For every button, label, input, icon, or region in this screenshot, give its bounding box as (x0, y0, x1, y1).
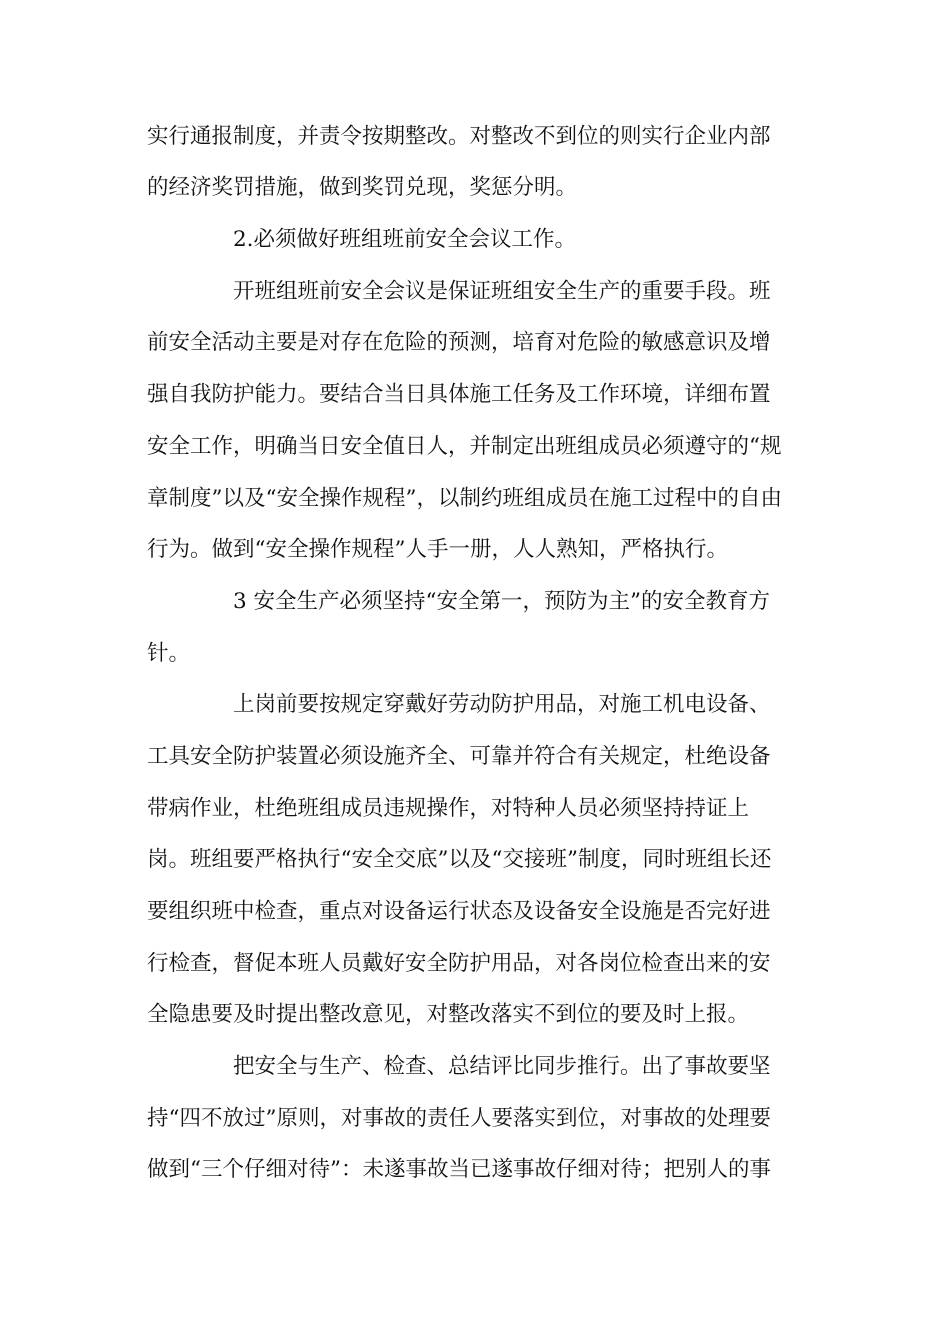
text-line: 针。 (147, 641, 191, 666)
text-line: 行检查，督促本班人员戴好安全防护用品，对各岗位检查出来的安 (147, 951, 771, 976)
section-heading: 3 安全生产必须坚持“安全第一，预防为主”的安全教育方 (233, 589, 770, 614)
text-line: 前安全活动主要是对存在危险的预测，培育对危险的敏感意识及增 (147, 330, 771, 355)
text-line: 章制度”以及“安全操作规程”，以制约班组成员在施工过程中的自由 (147, 486, 782, 511)
text-line: 实行通报制度，并责令按期整改。对整改不到位的则实行企业内部 (147, 124, 771, 149)
text-line: 岗。班组要严格执行“安全交底”以及“交接班”制度，同时班组长还 (147, 847, 772, 872)
text-line: 带病作业，杜绝班组成员违规操作，对特种人员必须坚持持证上 (147, 796, 750, 821)
paragraph-start: 上岗前要按规定穿戴好劳动防护用品，对施工机电设备、 (233, 692, 771, 717)
text-line: 强自我防护能力。要结合当日具体施工任务及工作环境，详细布置 (147, 382, 771, 407)
section-heading: 2.必须做好班组班前安全会议工作。 (233, 227, 577, 252)
paragraph-start: 开班组班前安全会议是保证班组安全生产的重要手段。班 (233, 279, 771, 304)
text-line: 全隐患要及时提出整改意见，对整改落实不到位的要及时上报。 (147, 1002, 750, 1027)
text-line: 的经济奖罚措施，做到奖罚兑现，奖惩分明。 (147, 175, 578, 200)
text-line: 安全工作，明确当日安全值日人，并制定出班组成员必须遵守的“规 (147, 434, 782, 459)
text-line: 工具安全防护装置必须设施齐全、可靠并符合有关规定，杜绝设备 (147, 744, 771, 769)
text-line: 持“四不放过”原则，对事故的责任人要落实到位，对事故的处理要 (147, 1106, 771, 1131)
text-line: 做到“三个仔细对待”：未遂事故当已遂事故仔细对待；把别人的事 (147, 1157, 771, 1182)
paragraph-start: 把安全与生产、检查、总结评比同步推行。出了事故要坚 (233, 1054, 771, 1079)
text-line: 要组织班中检查，重点对设备运行状态及设备安全设施是否完好进 (147, 899, 771, 924)
text-line: 行为。做到“安全操作规程”人手一册，人人熟知，严格执行。 (147, 537, 728, 562)
